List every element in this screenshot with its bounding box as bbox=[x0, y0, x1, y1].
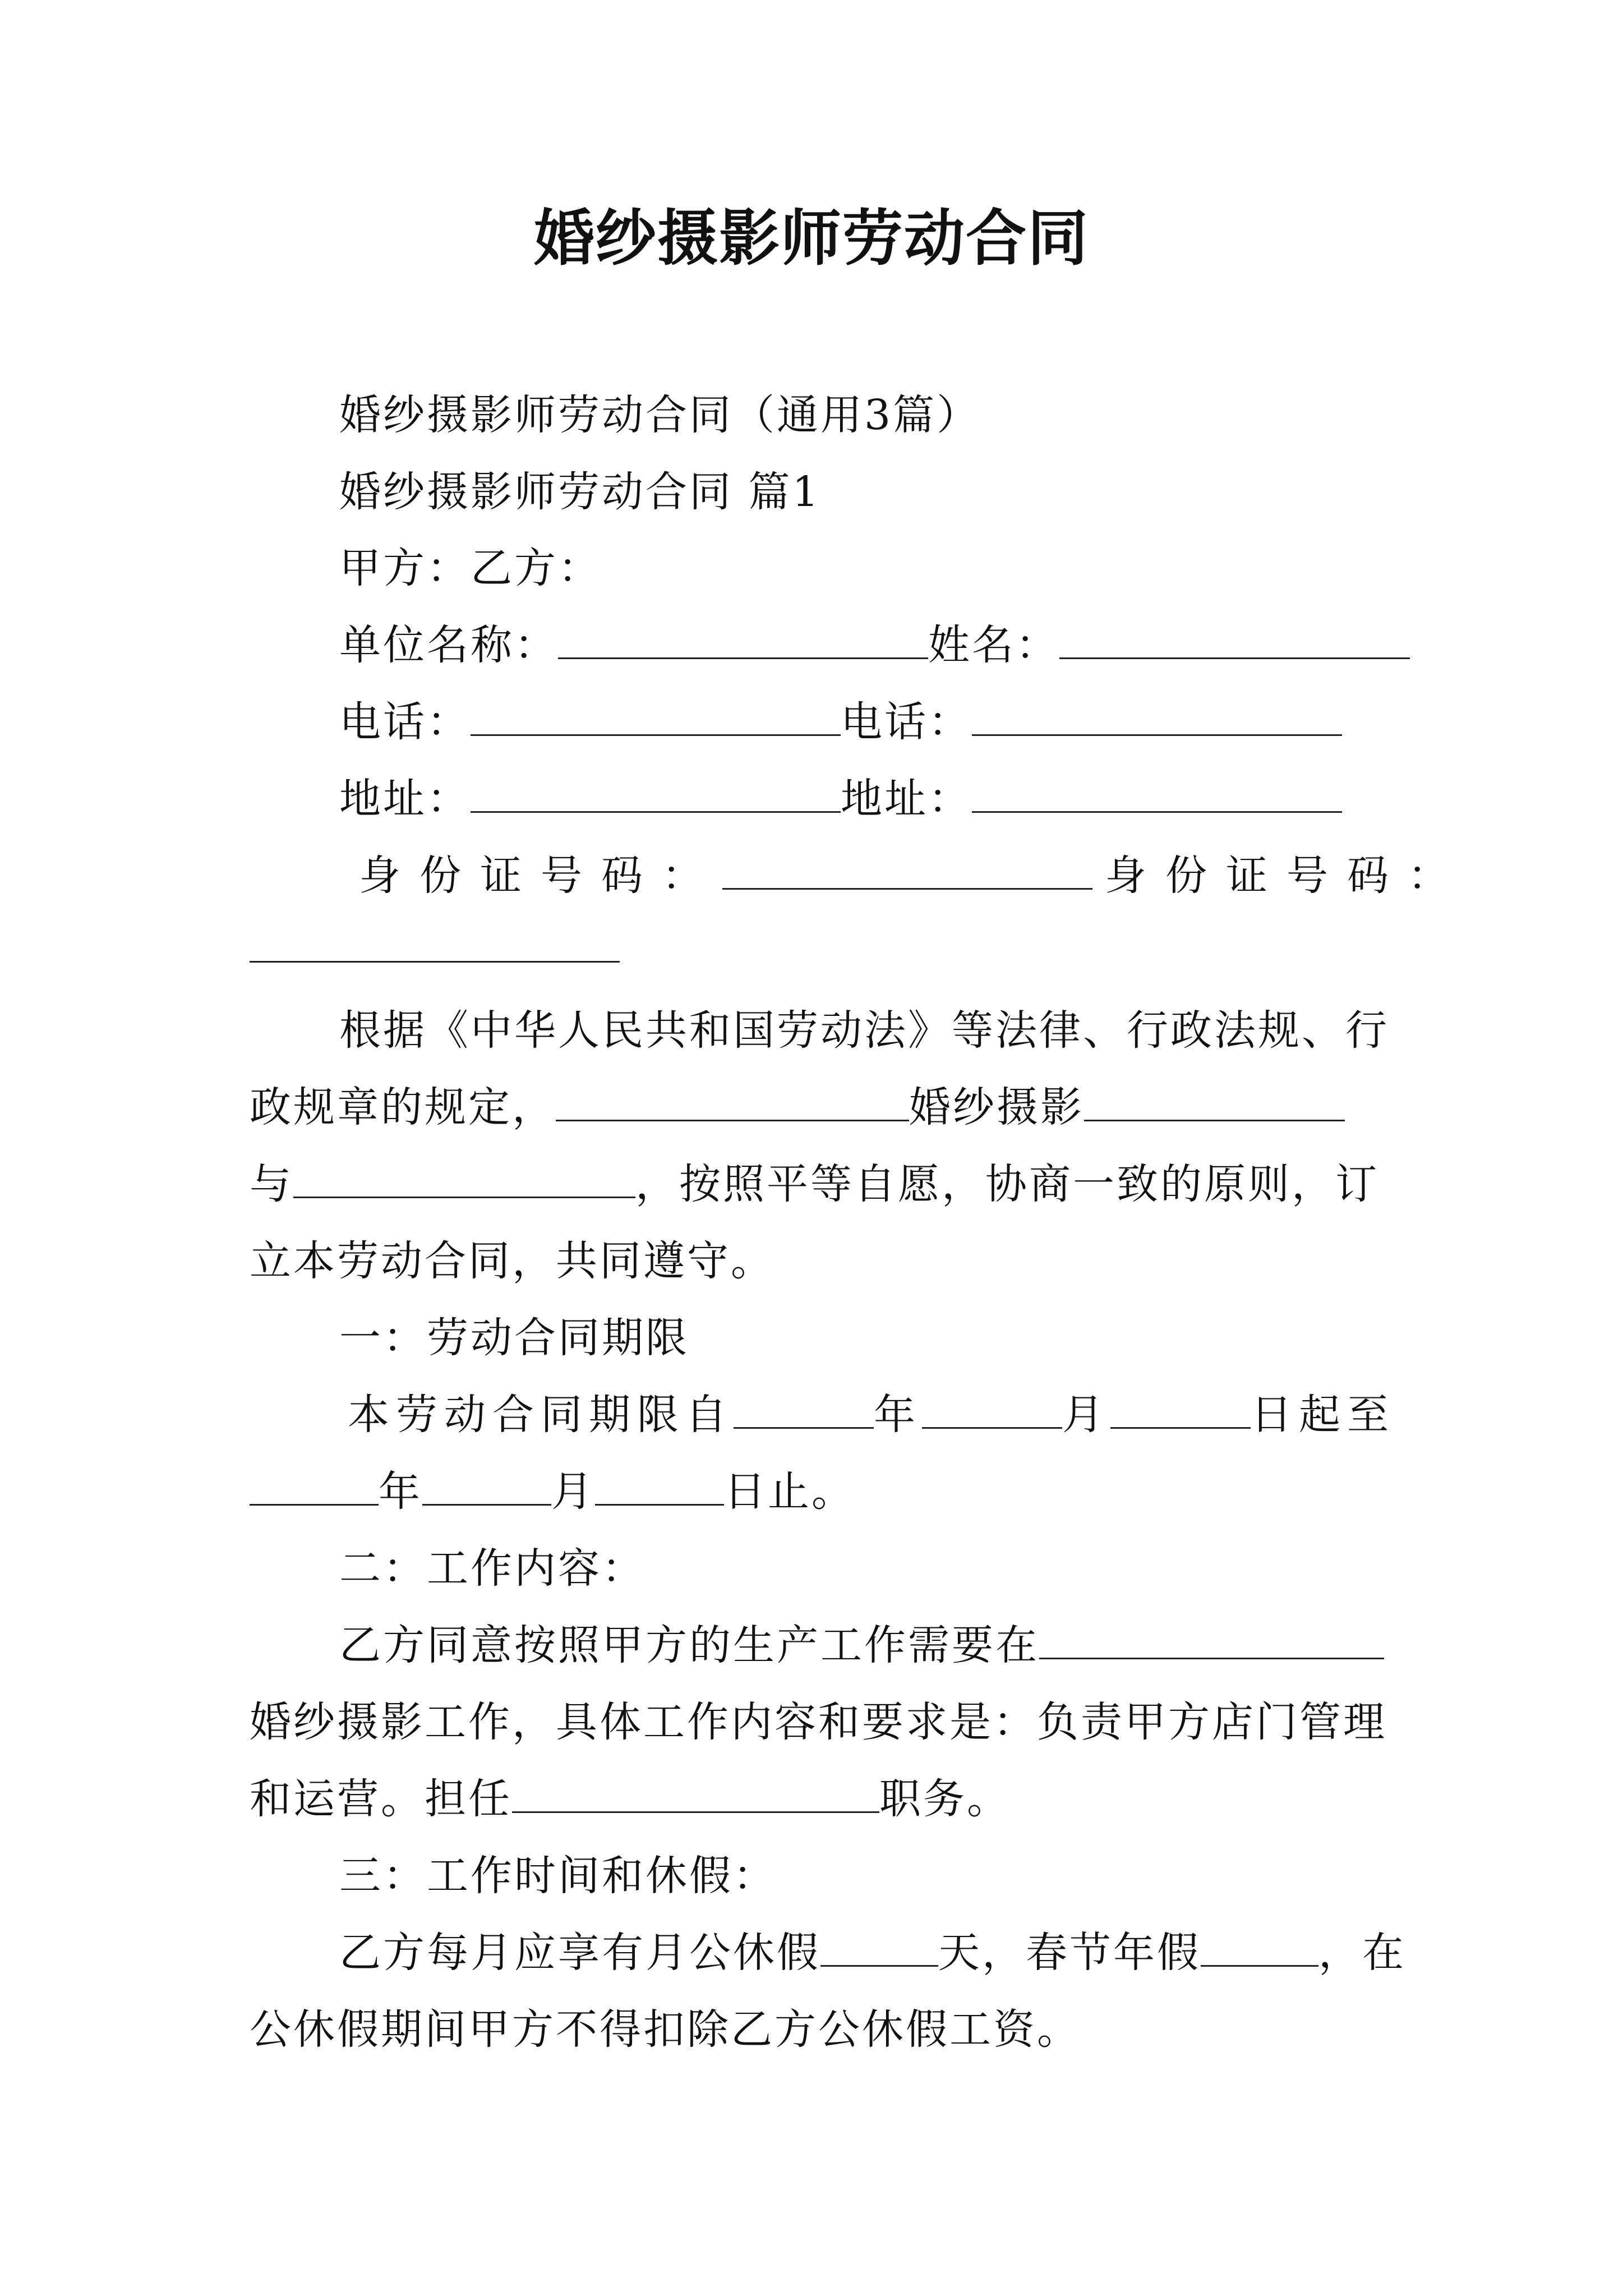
id-blank-b[interactable] bbox=[250, 926, 620, 963]
section-2-heading: 二：工作内容： bbox=[339, 1544, 645, 1593]
s3-text-b: 天，春节年假 bbox=[938, 1929, 1201, 1977]
start-day-blank[interactable] bbox=[1110, 1392, 1251, 1429]
monthly-leave-days-blank[interactable] bbox=[820, 1930, 938, 1967]
end-day-blank[interactable] bbox=[595, 1469, 724, 1506]
p1-line-3-text-b: ，按照平等自愿，协商一致的原则，订 bbox=[635, 1160, 1379, 1208]
id-label-b: 身份证号码： bbox=[1105, 852, 1468, 900]
end-month-blank[interactable] bbox=[422, 1469, 551, 1506]
s3-text-c: ，在 bbox=[1318, 1929, 1406, 1977]
s1-text-e: 年 bbox=[379, 1467, 422, 1516]
start-year-blank[interactable] bbox=[734, 1392, 874, 1429]
id-label-a: 身份证号码： bbox=[359, 852, 722, 900]
s2-text-a: 乙方同意按照甲方的生产工作需要在 bbox=[339, 1621, 1039, 1669]
s3-text-a: 乙方每月应享有月公休假 bbox=[339, 1929, 820, 1977]
address-blank-b[interactable] bbox=[972, 776, 1342, 813]
phone-label-a: 电话： bbox=[339, 698, 471, 746]
unit-name-label: 单位名称： bbox=[339, 621, 558, 669]
p1-line-1: 根据《中华人民共和国劳动法》等法律、行政法规、行 bbox=[339, 1006, 1389, 1055]
work-location-blank[interactable] bbox=[1039, 1623, 1384, 1659]
end-year-blank[interactable] bbox=[250, 1469, 379, 1506]
spring-festival-leave-blank[interactable] bbox=[1201, 1930, 1318, 1967]
address-row bbox=[339, 768, 1342, 830]
phone-blank-a[interactable] bbox=[471, 700, 841, 736]
s1-text-b: 年 bbox=[874, 1391, 922, 1439]
id-row bbox=[359, 845, 1468, 907]
section-3-heading: 三：工作时间和休假： bbox=[339, 1852, 777, 1900]
parties-line: 甲方：乙方： bbox=[339, 544, 602, 592]
section-1-heading: 一：劳动合同期限 bbox=[339, 1314, 689, 1362]
article-heading: 婚纱摄影师劳动合同 篇1 bbox=[339, 468, 821, 516]
section-2-line-1 bbox=[339, 1614, 1384, 1676]
phone-row bbox=[339, 691, 1342, 753]
p1-line-3 bbox=[250, 1153, 1379, 1215]
p1-line-2-text-b: 婚纱摄影 bbox=[909, 1083, 1084, 1131]
address-label-a: 地址： bbox=[339, 775, 471, 823]
id-continuation-row bbox=[250, 918, 620, 979]
unit-name-blank[interactable] bbox=[558, 623, 928, 659]
position-blank[interactable] bbox=[512, 1777, 879, 1813]
s1-text-d: 日起至 bbox=[1251, 1391, 1395, 1439]
address-blank-a[interactable] bbox=[471, 776, 841, 813]
section-3-line-2: 公休假期间甲方不得扣除乙方公休假工资。 bbox=[250, 2005, 1081, 2054]
s1-text-a: 本劳动合同期限自 bbox=[348, 1391, 734, 1439]
name-label: 姓名： bbox=[928, 621, 1059, 669]
address-label-b: 地址： bbox=[841, 775, 972, 823]
section-1-line-2 bbox=[250, 1461, 855, 1522]
section-3-line-1 bbox=[339, 1922, 1406, 1984]
start-month-blank[interactable] bbox=[922, 1392, 1062, 1429]
name-blank[interactable] bbox=[1059, 623, 1410, 659]
p1-line-2-text-a: 政规章的规定， bbox=[250, 1083, 556, 1131]
p1-line-4: 立本劳动合同，共同遵守。 bbox=[250, 1237, 774, 1285]
section-1-line-1 bbox=[348, 1384, 1395, 1446]
s1-text-g: 日止。 bbox=[724, 1467, 855, 1516]
p1-blank-2[interactable] bbox=[1084, 1085, 1345, 1121]
p1-line-3-text-a: 与 bbox=[250, 1160, 293, 1208]
unit-name-row bbox=[339, 614, 1410, 676]
subtitle: 婚纱摄影师劳动合同（通用3篇） bbox=[339, 391, 981, 439]
s1-text-c: 月 bbox=[1062, 1391, 1110, 1439]
section-2-line-3 bbox=[250, 1768, 1011, 1830]
s1-text-f: 月 bbox=[551, 1467, 595, 1516]
phone-label-b: 电话： bbox=[841, 698, 972, 746]
id-blank-a[interactable] bbox=[722, 853, 1092, 890]
phone-blank-b[interactable] bbox=[972, 700, 1342, 736]
s2-text-c: 职务。 bbox=[879, 1775, 1011, 1823]
p1-line-2 bbox=[250, 1076, 1345, 1138]
s2-text-b: 和运营。担任 bbox=[250, 1775, 512, 1823]
document-title: 婚纱摄影师劳动合同 bbox=[533, 203, 1089, 274]
p1-blank-1[interactable] bbox=[556, 1085, 909, 1121]
p1-blank-3[interactable] bbox=[293, 1162, 635, 1198]
section-2-line-2: 婚纱摄影工作，具体工作内容和要求是：负责甲方店门管理 bbox=[250, 1698, 1387, 1746]
